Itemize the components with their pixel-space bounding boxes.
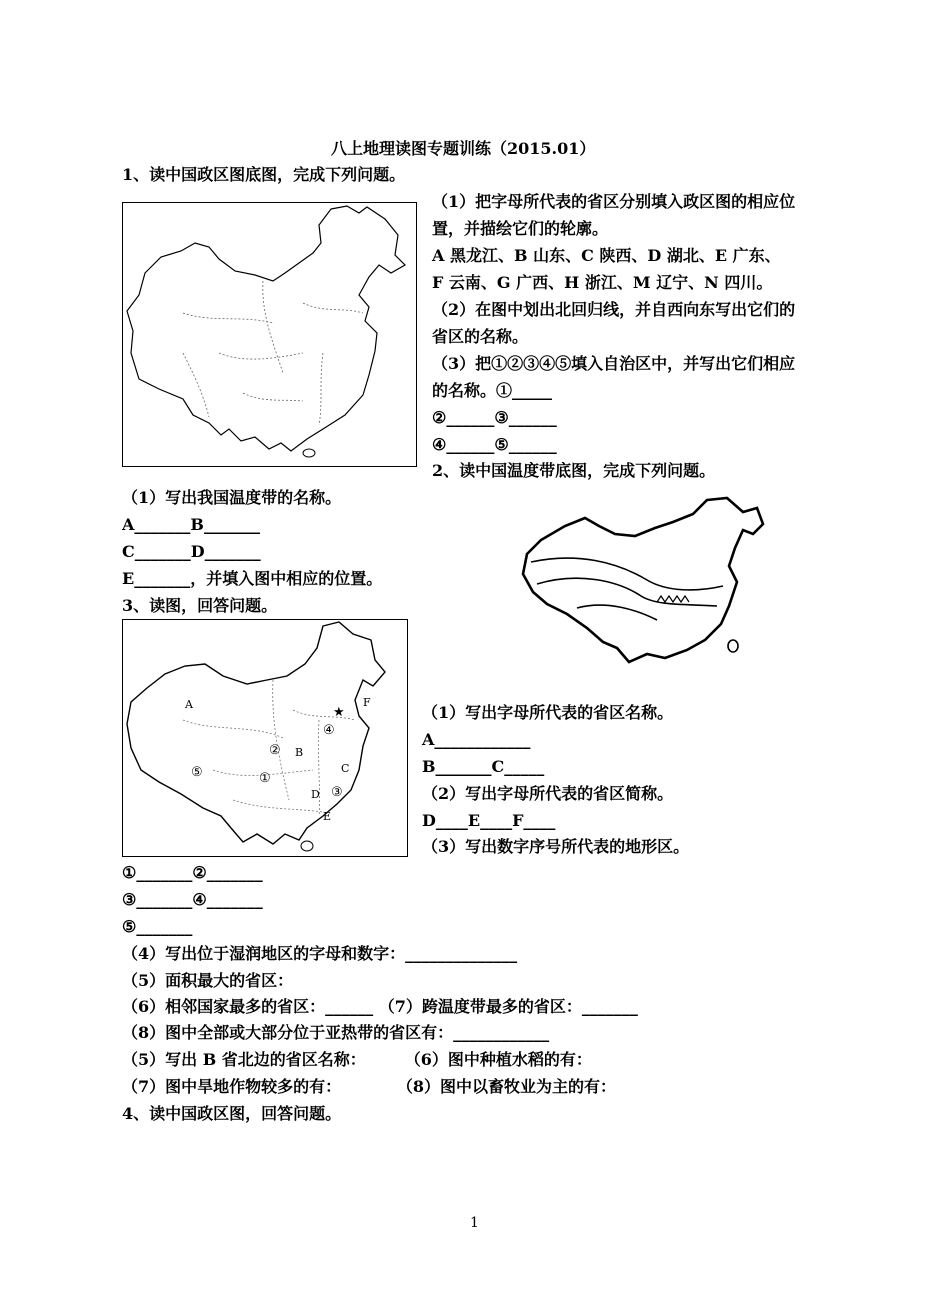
map-label-4: ④ bbox=[323, 723, 335, 738]
q3-question-dryland: （7）图中旱地作物较多的有： （8）图中以畜牧业为主的有： bbox=[122, 1077, 616, 1096]
china-province-map bbox=[122, 202, 417, 467]
map-label-3: ③ bbox=[331, 785, 343, 800]
q2-line-2: A_______B_______ bbox=[122, 515, 260, 534]
q3-right-line-4: （2）写出字母所代表的省区简称。 bbox=[422, 784, 674, 803]
q1-line-9: ②______③______ bbox=[432, 408, 557, 427]
page-number: 1 bbox=[470, 1215, 479, 1231]
q2-line-4: E_______，并填入图中相应的位置。 bbox=[122, 569, 383, 588]
map-label-f: F bbox=[363, 696, 371, 709]
temperature-zone-map bbox=[517, 496, 767, 666]
q1-line-7: （3）把①②③④⑤填入自治区中，并写出它们相应 bbox=[432, 354, 796, 373]
q1-line-3: A 黑龙江、B 山东、C 陕西、D 湖北、E 广东、 bbox=[432, 246, 781, 265]
map-label-d: D bbox=[311, 788, 320, 801]
map-label-c: C bbox=[341, 762, 350, 775]
q3-blank-1: ①_______②_______ bbox=[122, 863, 263, 882]
q3-right-line-5: D____E____F____ bbox=[422, 811, 556, 830]
q1-line-4: F 云南、G 广西、H 浙江、M 辽宁、N 四川。 bbox=[432, 273, 773, 292]
q3-heading: 3、读图，回答问题。 bbox=[122, 596, 278, 615]
q2-line-1: （1）写出我国温度带的名称。 bbox=[122, 488, 342, 507]
q3-question-6-7: （6）相邻国家最多的省区：______ （7）跨温度带最多的省区：_______ bbox=[122, 997, 638, 1016]
q3-blank-3: ⑤_______ bbox=[122, 917, 193, 936]
q2-heading: 2、读中国温度带底图，完成下列问题。 bbox=[432, 461, 716, 480]
q3-right-line-6: （3）写出数字序号所代表的地形区。 bbox=[422, 837, 690, 856]
q3-question-8: （8）图中全部或大部分位于亚热带的省区有：____________ bbox=[122, 1023, 550, 1042]
q2-line-3: C_______D_______ bbox=[122, 542, 261, 561]
map-label-5: ⑤ bbox=[191, 765, 203, 780]
map-label-1: ① bbox=[259, 771, 271, 786]
q1-heading: 1、读中国政区图底图，完成下列问题。 bbox=[122, 165, 406, 184]
map-label-a: A bbox=[185, 698, 193, 711]
q3-blank-2: ③_______④_______ bbox=[122, 890, 263, 909]
q3-right-line-2: A____________ bbox=[422, 730, 531, 749]
page-title: 八上地理读图专题训练（2015.01） bbox=[331, 139, 596, 158]
q1-line-8: 的名称。①_____ bbox=[432, 381, 553, 400]
svg-text:★: ★ bbox=[333, 705, 345, 720]
q3-right-line-1: （1）写出字母所代表的省区名称。 bbox=[422, 703, 674, 722]
map-label-e: E bbox=[323, 810, 332, 823]
map-label-2: ② bbox=[269, 743, 281, 758]
q3-question-4: （4）写出位于湿润地区的字母和数字：______________ bbox=[122, 944, 518, 963]
q4-heading: 4、读中国政区图，回答问题。 bbox=[122, 1104, 342, 1123]
q1-line-6: 省区的名称。 bbox=[432, 327, 529, 346]
q3-right-line-3: B_______C_____ bbox=[422, 757, 545, 776]
q1-line-2: 置，并描绘它们的轮廓。 bbox=[432, 219, 609, 238]
q1-line-10: ④______⑤______ bbox=[432, 435, 557, 454]
q1-line-1: （1）把字母所代表的省区分别填入政区图的相应位 bbox=[432, 192, 796, 211]
q1-line-5: （2）在图中划出北回归线，并自西向东写出它们的 bbox=[432, 300, 796, 319]
q3-question-5: （5）面积最大的省区： bbox=[122, 971, 294, 990]
map-label-b: B bbox=[295, 746, 304, 759]
region-map bbox=[122, 619, 408, 857]
q3-question-b-north: （5）写出 B 省北边的省区名称： （6）图中种植水稻的有： bbox=[122, 1050, 592, 1069]
